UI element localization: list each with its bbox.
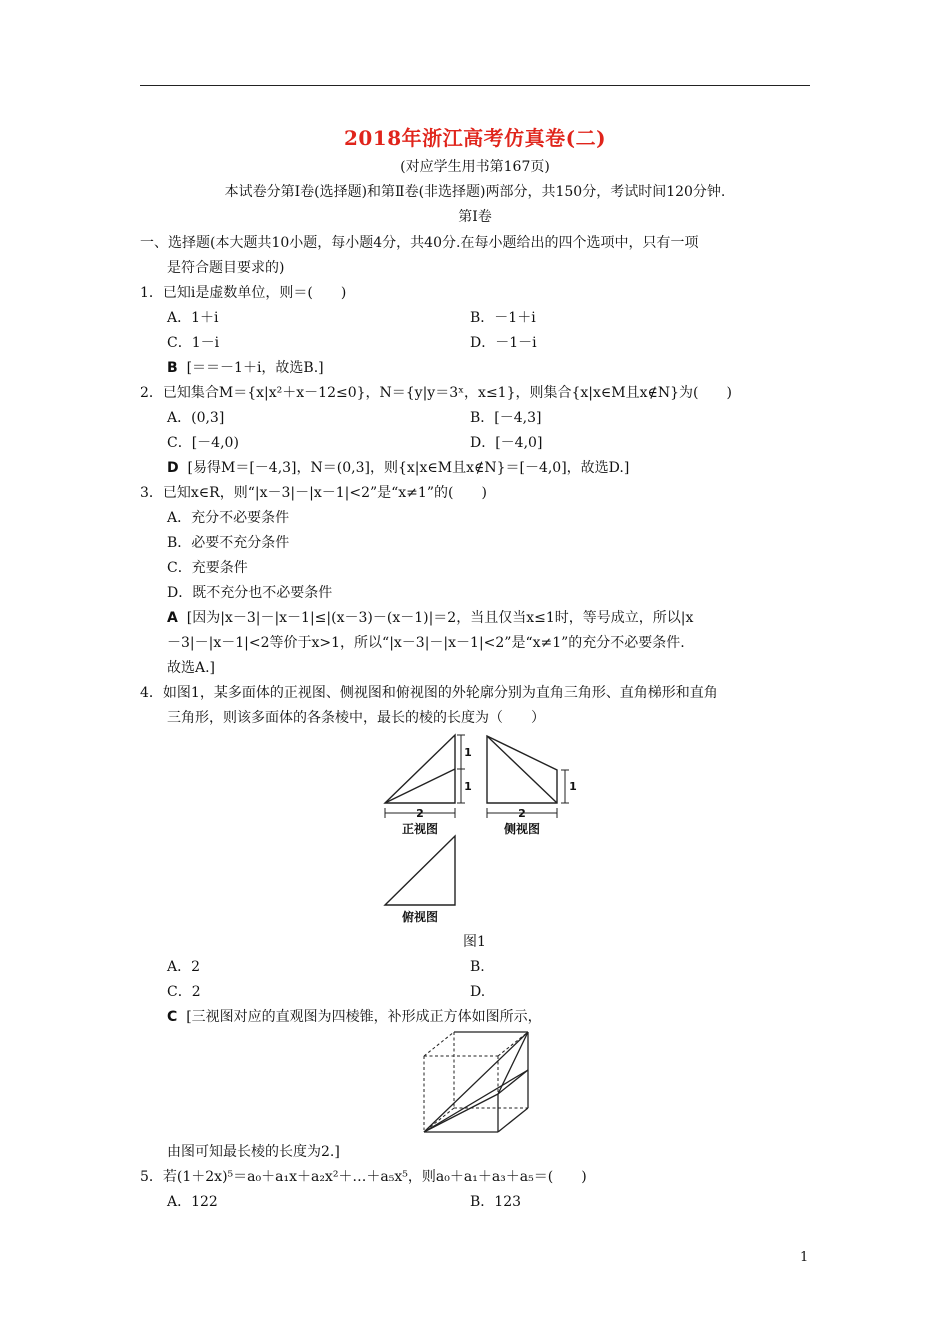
q3-option-d: D．既不充分也不必要条件 <box>167 585 333 601</box>
part-heading-cont: 是符合题目要求的) <box>167 260 285 276</box>
q3-stem: 3．已知x∈R，则“|x－3|－|x－1|<2”是“x≠1”的( ) <box>140 485 487 501</box>
dim-label-side: 1 <box>569 780 577 793</box>
q1-answer-text: [＝＝－1＋i，故选B.] <box>186 360 324 376</box>
q5-option-b: B．123 <box>470 1194 522 1210</box>
q1-option-c: C．1－i <box>167 335 220 351</box>
top-view-label: 俯视图 <box>401 910 439 924</box>
front-view-outline <box>385 735 455 803</box>
figure-caption: 图1 <box>463 934 486 950</box>
top-view-outline <box>385 836 455 905</box>
q5-option-a: A．122 <box>167 1194 218 1210</box>
q3-answer-line3: 故选A.] <box>167 660 216 676</box>
cube-figure <box>412 1028 537 1140</box>
subtitle: (对应学生用书第167页) <box>400 159 550 175</box>
q4-answer-letter: C <box>167 1009 178 1025</box>
q2-answer <box>167 459 629 477</box>
intro: 本试卷分第Ⅰ卷(选择题)和第Ⅱ卷(非选择题)两部分，共150分，考试时间120分钟. <box>224 184 726 200</box>
q3-answer-line1: [因为|x－3|－|x－1|≤|(x－3)－(x－1)|＝2，当且仅当x≤1时，等号成立，所以|x <box>186 610 694 626</box>
q2-stem: 2．已知集合M＝{x|x²＋x－12≤0}，N＝{y|y＝3ˣ，x≤1}，则集合{x|x∈M且x∉N}为( ) <box>140 385 732 401</box>
q4-option-b: B. <box>470 959 485 975</box>
q2-option-d: D．[－4,0] <box>470 435 543 451</box>
q3-answer-letter: A <box>167 610 178 626</box>
q1-answer <box>167 359 324 377</box>
side-view-label: 侧视图 <box>503 822 541 836</box>
side-view-inner-edge <box>487 736 557 803</box>
q3-answer <box>167 609 693 627</box>
q2-option-a: A．(0,3] <box>167 410 225 426</box>
q3-answer-line2: －3|－|x－1|<2等价于x>1，所以“|x－3|－|x－1|<2”是“x≠1”的充分不必要条件. <box>167 635 685 651</box>
q1-option-b: B．－1＋i <box>470 310 536 326</box>
front-view-label: 正视图 <box>401 822 439 836</box>
q4-stem: 4．如图1，某多面体的正视图、侧视图和俯视图的外轮廓分别为直角三角形、直角梯形和直角 <box>140 685 718 701</box>
dim-label-front-lower: 1 <box>464 780 472 793</box>
q3-option-a: A．充分不必要条件 <box>167 510 290 526</box>
front-view-inner-edge <box>385 769 455 803</box>
section-heading: 第Ⅰ卷 <box>458 209 492 225</box>
q3-option-b: B．必要不充分条件 <box>167 535 290 551</box>
top-rule <box>140 85 810 86</box>
q5-stem: 5．若(1＋2x)⁵＝a₀＋a₁x＋a₂x²＋…＋a₅x⁵，则a₀＋a₁＋a₃＋a₅＝( ) <box>140 1169 587 1185</box>
q4-answer <box>167 1008 542 1026</box>
q4-answer-end: 由图可知最长棱的长度为2.] <box>167 1144 340 1160</box>
q3-option-c: C．充要条件 <box>167 560 248 576</box>
q1-stem: 1．已知i是虚数单位，则＝( ) <box>140 285 347 301</box>
page-title: 2018年浙江高考仿真卷(二) <box>343 126 607 150</box>
q4-option-a: A．2 <box>167 959 201 975</box>
q2-option-c: C．[－4,0) <box>167 435 239 451</box>
part-heading: 一、选择题(本大题共10小题，每小题4分，共40分.在每小题给出的四个选项中，只有一项 <box>140 235 699 251</box>
three-view-figure <box>375 733 585 933</box>
q1-answer-letter: B <box>167 360 178 376</box>
q4-option-c: C．2 <box>167 984 201 1000</box>
dim-label-side-width: 2 <box>518 807 526 820</box>
q4-answer-text: [三视图对应的直观图为四棱锥，补形成正方体如图所示， <box>186 1009 542 1025</box>
q2-option-b: B．[－4,3] <box>470 410 542 426</box>
cube-solid-edges <box>424 1032 528 1132</box>
q4-stem-cont: 三角形，则该多面体的各条棱中，最长的棱的长度为（ ） <box>167 710 545 726</box>
q2-answer-letter: D <box>167 460 179 476</box>
dim-label-front-upper: 1 <box>464 746 472 759</box>
q4-option-d: D. <box>470 984 486 1000</box>
page-number: 1 <box>800 1250 809 1265</box>
q2-answer-text: [易得M＝[－4,3]，N＝(0,3]，则{x|x∈M且x∉N}＝[－4,0]，故选D.] <box>187 460 630 476</box>
q1-option-a: A．1＋i <box>167 310 219 326</box>
dim-label-front-width: 2 <box>416 807 424 820</box>
q1-option-d: D．－1－i <box>470 335 537 351</box>
